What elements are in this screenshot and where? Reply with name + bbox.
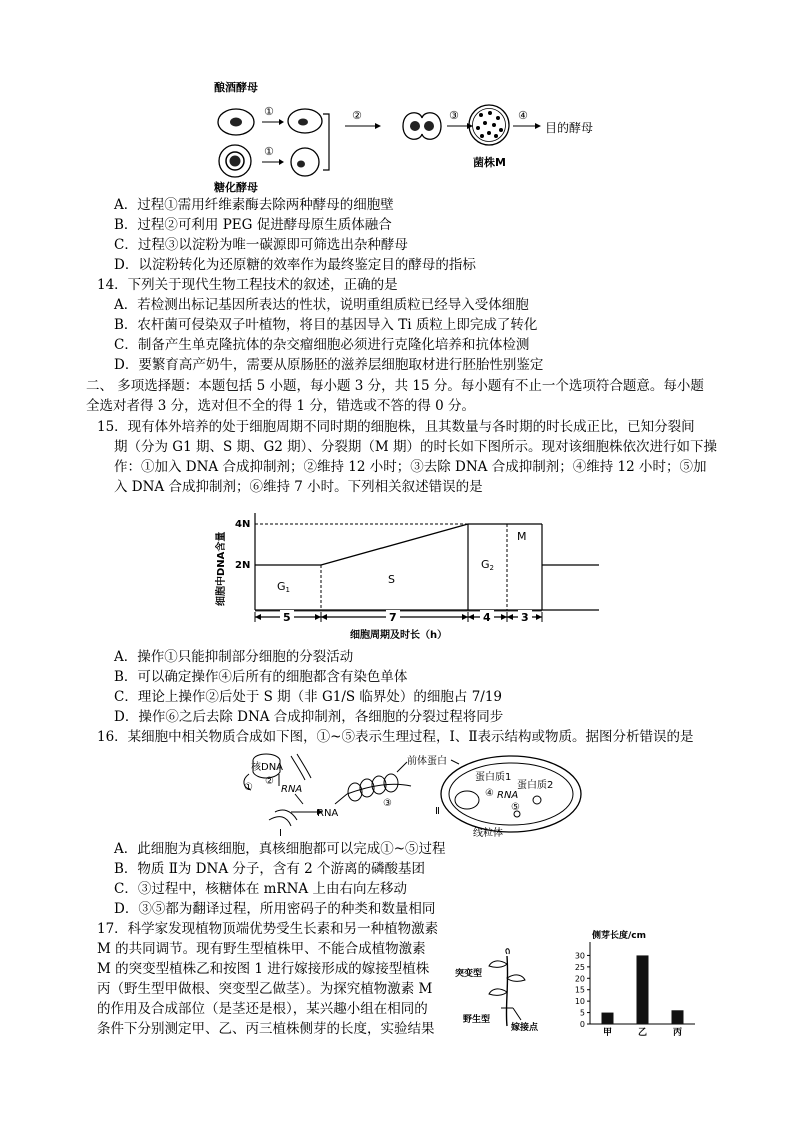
- step2-label: ②: [352, 109, 362, 122]
- q16-option-a: A．此细胞为真核细胞，真核细胞都可以完成①~⑤过程: [114, 841, 446, 857]
- q17-stem-3: M 的突变型植株乙和按图 1 进行嫁接形成的嫁接型植株: [97, 961, 430, 977]
- cycle-x-label: 细胞周期及时长（h）: [350, 630, 448, 641]
- step1-label: ①: [264, 105, 274, 118]
- bar-y-label: 侧芽长度/cm: [592, 931, 647, 941]
- q13-option-c: C．过程③以淀粉为唯一碳源即可筛选出杂种酵母: [114, 237, 408, 253]
- yeast1-label: 酿酒酵母: [214, 81, 258, 94]
- q13-option-a: A．过程①需用纤维素酶去除两种酵母的细胞壁: [114, 197, 394, 213]
- cycle-y-label: 细胞中DNA含量: [216, 531, 227, 606]
- bar-y-tick-label: 25: [574, 962, 585, 972]
- protein2-label: 蛋白质2: [517, 780, 554, 791]
- q15-stem-3: 作：①加入 DNA 合成抑制剂；②维持 12 小时；③去除 DNA 合成抑制剂；④维持 12 小时；⑤加: [114, 459, 707, 475]
- phase-g1: G1: [277, 580, 290, 594]
- q17-stem-1: 17．科学家发现植物顶端优势受生长素和另一种植物激素: [97, 921, 439, 937]
- q14-option-d: D．要繁育高产奶牛，需要从原肠胚的滋养层细胞取材进行胚胎性别鉴定: [114, 357, 544, 373]
- rna1-label: RNA: [281, 784, 303, 795]
- step4-label: ④: [518, 109, 528, 122]
- rna3-label: RNA: [497, 790, 519, 801]
- graft-plant-diagram: [455, 946, 555, 1036]
- phase-m: M: [517, 530, 527, 543]
- colony-label: 菌株M: [473, 156, 506, 169]
- section2-line2: 全选对者得 3 分，选对但不全的得 1 分，错选或不答的得 0 分。: [86, 398, 476, 414]
- q14-option-c: C．制备产生单克隆抗体的杂交瘤细胞必须进行克隆化培养和抗体检测: [114, 337, 530, 353]
- protein-synthesis-diagram: [235, 750, 585, 838]
- c1-label: ①: [244, 782, 253, 793]
- c2-label: ②: [265, 776, 274, 787]
- roman1-label: Ⅰ: [279, 828, 282, 838]
- graft-label: 嫁接点: [511, 1023, 539, 1033]
- hours-g2: 4: [483, 611, 491, 624]
- bar-0: [602, 1013, 614, 1024]
- tick-2n: 2N: [235, 560, 251, 571]
- lateral-bud-bar-chart: [568, 926, 718, 1038]
- bar-y-tick-label: 0: [579, 1020, 585, 1029]
- mutant-label: 突变型: [455, 969, 483, 979]
- c3-label: ③: [383, 798, 392, 809]
- protoplast2: [291, 148, 319, 176]
- q15-option-b: B．可以确定操作④后所有的细胞都含有染色单体: [114, 669, 408, 685]
- q14-option-a: A．若检测出标记基因所表达的性状，说明重组质粒已经导入受体细胞: [114, 297, 529, 313]
- wild-label: 野生型: [463, 1015, 491, 1025]
- q13-option-b: B．过程②可利用 PEG 促进酵母原生质体融合: [114, 217, 392, 233]
- phase-g2: G2: [481, 558, 494, 572]
- q13-option-d: D．以淀粉转化为还原糖的效率作为最终鉴定目的酵母的指标: [114, 257, 476, 273]
- q14-option-b: B．农杆菌可侵染双子叶植物，将目的基因导入 Ti 质粒上即完成了转化: [114, 317, 538, 333]
- step1b-label: ①: [264, 145, 274, 158]
- precursor-label: 前体蛋白: [407, 756, 447, 767]
- c5-label: ⑤: [511, 802, 520, 813]
- bar-2: [672, 1010, 684, 1024]
- bar-y-tick-label: 10: [574, 997, 585, 1007]
- q17-stem-4: 丙（野生型甲做根、突变型乙做茎）。为探究植物激素 M: [97, 981, 433, 997]
- hours-m: 3: [521, 611, 529, 624]
- q15-option-c: C．理论上操作②后处于 S 期（非 G1/S 临界处）的细胞占 7/19: [114, 689, 503, 705]
- bar-category-label: 乙: [637, 1028, 648, 1038]
- protein1-label: 蛋白质1: [475, 772, 512, 783]
- nuclear-dna-label: 核DNA: [251, 762, 284, 773]
- q15-stem-1: 15．现有体外培养的处于细胞周期不同时期的细胞株，且其数量与各时期的时长成正比，已知分裂间: [97, 419, 695, 435]
- q16-stem: 16．某细胞中相关物质合成如下图，①~⑤表示生理过程，Ⅰ、Ⅱ表示结构或物质。据图分析错误的是: [97, 729, 694, 745]
- q17-stem-5: 的作用及合成部位（是茎还是根），某兴趣小组在相同的: [97, 1001, 428, 1017]
- cell-cycle-chart: [205, 508, 605, 643]
- colony-dish: [469, 105, 509, 145]
- bar-y-tick-label: 20: [574, 974, 585, 984]
- bar-y-tick-label: 15: [574, 985, 585, 995]
- hours-g1: 5: [283, 611, 291, 624]
- q15-stem-4: 入 DNA 合成抑制剂；⑥维持 7 小时。下列相关叙述错误的是: [114, 479, 483, 495]
- q16-option-c: C．③过程中，核糖体在 mRNA 上由右向左移动: [114, 881, 407, 897]
- yeast-fusion-diagram: [205, 78, 565, 196]
- roman2-label: Ⅱ: [435, 806, 440, 817]
- q15-stem-2: 期（分为 G1 期、S 期、G2 期）、分裂期（M 期）的时长如下图所示。现对该细胞株依次进行如下操: [114, 439, 718, 455]
- bar-y-tick-label: 5: [579, 1008, 585, 1018]
- fused-cell: [403, 113, 441, 140]
- section2-line1: 二、 多项选择题：本题包括 5 小题，每小题 3 分，共 15 分。每小题有不止一个选项符合题意。每小题: [86, 378, 704, 394]
- tick-4n: 4N: [235, 519, 251, 530]
- bar-category-label: 甲: [602, 1028, 613, 1038]
- q15-option-d: D．操作⑥之后去除 DNA 合成抑制剂，各细胞的分裂过程将同步: [114, 709, 504, 725]
- q14-stem: 14．下列关于现代生物工程技术的叙述，正确的是: [97, 277, 398, 293]
- q15-option-a: A．操作①只能抑制部分细胞的分裂活动: [114, 649, 354, 665]
- hours-s: 7: [389, 611, 397, 624]
- bar-category-label: 丙: [672, 1028, 683, 1038]
- bar-1: [637, 955, 649, 1024]
- yeast2-label: 糖化酵母: [214, 181, 258, 194]
- q17-stem-2: M 的共同调节。现有野生型植株甲、不能合成植物激素: [97, 941, 426, 957]
- bar-y-tick-label: 30: [574, 951, 585, 961]
- q16-option-d: D．③⑤都为翻译过程，所用密码子的种类和数量相同: [114, 901, 436, 917]
- step3-label: ③: [449, 109, 459, 122]
- target-yeast-label: 目的酵母: [545, 121, 594, 135]
- q17-stem-6: 条件下分别测定甲、乙、丙三植株侧芽的长度，实验结果: [97, 1021, 435, 1037]
- mito-label: 线粒体: [473, 828, 503, 838]
- rna2-label: RNA: [317, 808, 339, 819]
- c4-label: ④: [485, 788, 494, 799]
- q16-option-b: B．物质 Ⅱ为 DNA 分子，含有 2 个游离的磷酸基团: [114, 861, 426, 877]
- phase-s: S: [388, 573, 395, 586]
